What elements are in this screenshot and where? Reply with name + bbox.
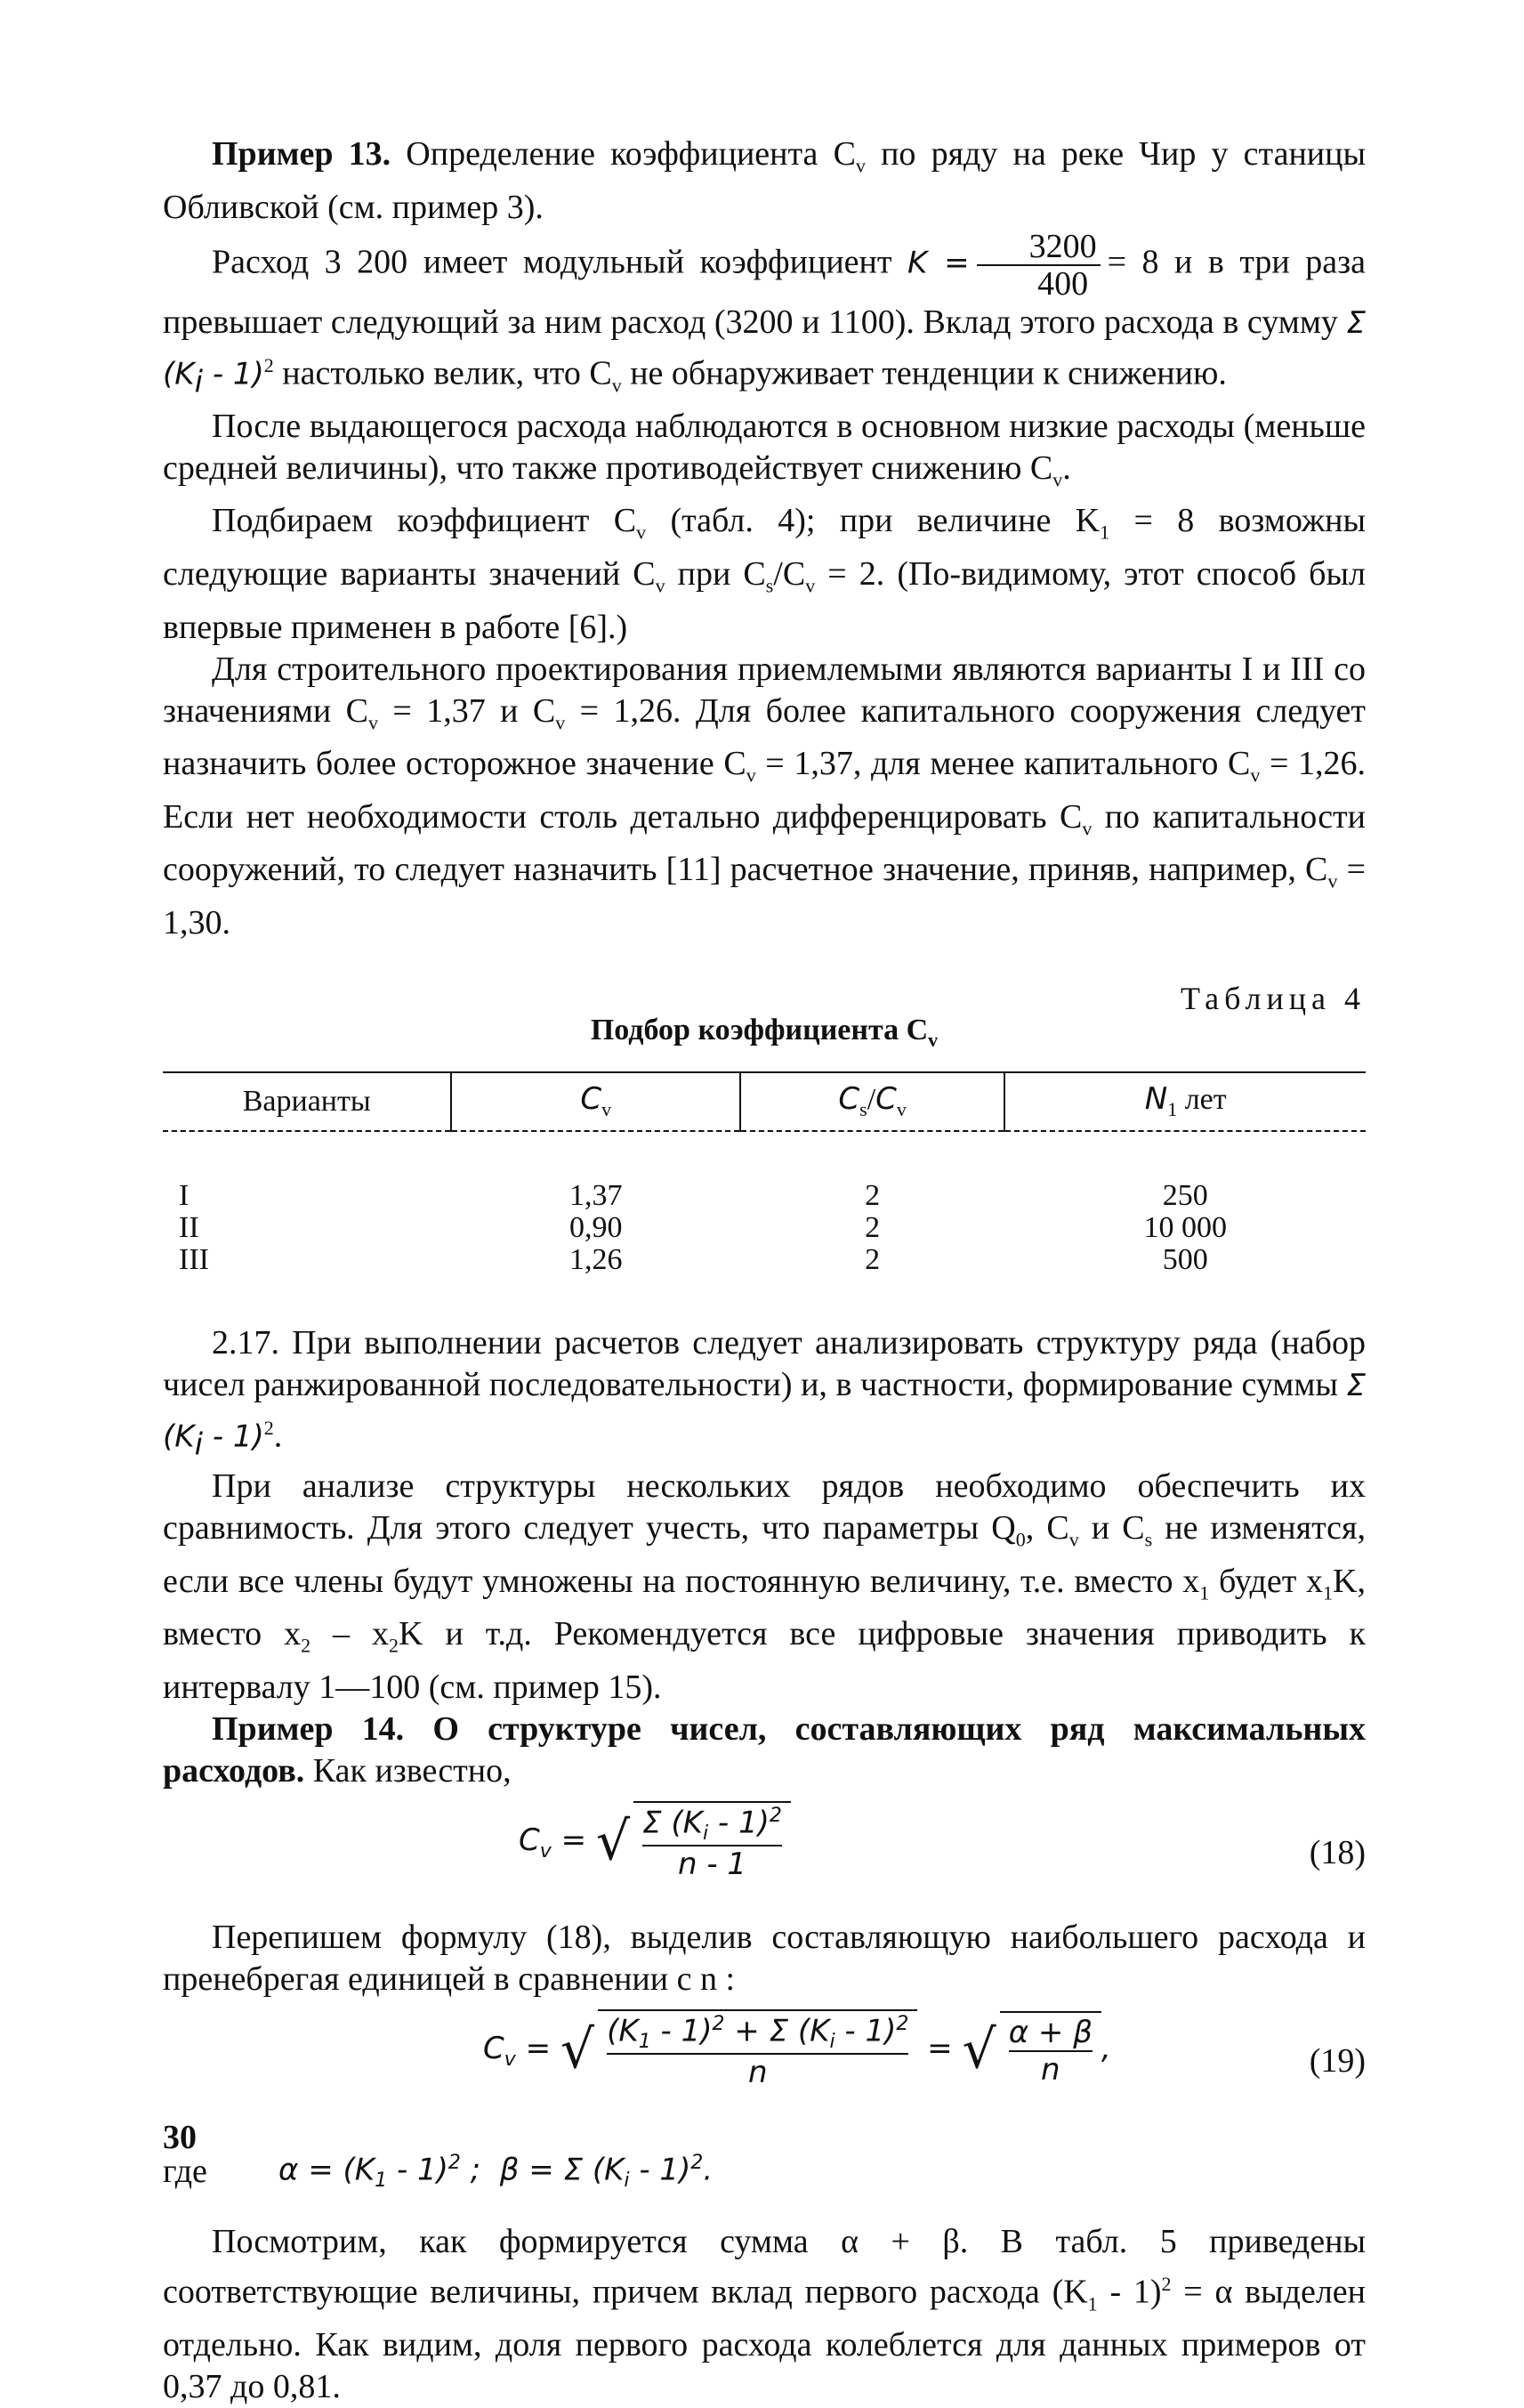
formula-number: (19) bbox=[1309, 2041, 1366, 2080]
paragraph-discharge: Расход 3 200 имеет модульный коэффициент K = $\frac{3200}{400}$ = 8 и в три раза превышает следующий за ним расход (3200 и 1100). Вклад этого расхода в сумму Σ $(K_i - 1)^2$ настолько велик, что $C_v$ не обнаруживает тенденции к снижению. bbox=[163, 227, 1367, 400]
page-content bbox=[163, 133, 1366, 2408]
paragraph-low-discharges: После выдающегося расхода наблюдаются в основном низкие расходы (меньше средней величины), что также противодействует снижению $C_v$. bbox=[163, 407, 1366, 491]
sqrt-sign: √ bbox=[595, 1810, 631, 1873]
table-row: I 1,37 2 250 bbox=[179, 1178, 1208, 1212]
table-header-row bbox=[163, 1072, 1366, 1131]
formula-18: $C_v$ = √ $\frac{\Sigma (K_i - 1)^2}{n - 1}$ (18) bbox=[163, 1801, 1366, 1908]
table-caption: Таблица 4 bbox=[1181, 981, 1366, 1016]
col-variants: Варианты bbox=[163, 1072, 451, 1131]
paragraph-rewrite: Перепишем формулу (18), выделив составляющую наибольшего расхода и пренебрегая единицей в сравнении с n : bbox=[163, 1918, 1366, 1998]
paragraph-example-14: Пример 14. О структуре чисел, составляющих ряд максимальных расходов. Как известно, bbox=[163, 1709, 1366, 1790]
paragraph-selection: Подбираем коэффициент $C_v$ (табл. 4); при величине $K_1 = 8$ возможны следующие варианты значений $C_v$ при $C_s/C_v = 2$. (По-видимому, этот способ был впервые применен в работе [6].) bbox=[163, 502, 1366, 646]
sqrt-sign: √ bbox=[560, 2018, 595, 2081]
formula-19: $C_v$ = √ $\frac{(K_1 - 1)^2 + \Sigma (K_i - 1)^2}{n}$ = √ $\frac{\alpha + \beta}{n}$ , (19) bbox=[163, 2009, 1366, 2116]
col-cs-cv: $C_s/C_v$ bbox=[740, 1072, 1004, 1131]
where-definitions: где $\alpha = (K_1 - 1)^2$ ; β = Σ $(K_i - 1)^2$. bbox=[163, 2151, 714, 2192]
col-cv: $C_v$ bbox=[451, 1072, 739, 1131]
page-number: 30 bbox=[163, 2119, 197, 2156]
paragraph-comparability: При анализе структуры нескольких рядов необходимо обеспечить их сравнимость. Для этого следует учесть, что параметры $Q_0$, $C_v$ и $C_s$ не изменятся, если все члены будут умножены на постоянную величину, т.е. вместо $x_1$ будет $x_1K$, вместо $x_2 - x_2K$ и т.д. Рекомендуется все цифровые значения приводить к интервалу 1—100 (см. пример 15). bbox=[163, 1467, 1366, 1706]
sqrt-sign: √ bbox=[962, 2018, 996, 2081]
paragraph-design: Для строительного проектирования приемлемыми являются варианты I и III со значениями $C_v = 1,37$ и $C_v = 1,26$. Для более капитального сооружения следует назначить более осторожное значение $C_v = 1,37$, для менее капитального $C_v = 1,26$. Если нет необходимости столь детально дифференцировать $C_v$ по капитальности сооружений, то следует назначить [11] расчетное значение, приняв, например, $C_v = 1,30$. bbox=[163, 650, 1367, 941]
paragraph-example-13: Пример 13. Определение коэффициента $C_v$ по ряду на реке Чир у станицы Обливской (см. пример 3). bbox=[163, 135, 1366, 226]
table-row: III 1,26 2 500 bbox=[179, 1242, 1208, 1276]
table-4 bbox=[163, 1071, 1366, 1276]
col-n1: $N_1$ лет bbox=[1004, 1072, 1366, 1131]
table-title: Подбор коэффициента $C_v$ bbox=[590, 1014, 939, 1051]
paragraph-2-17: 2.17. При выполнении расчетов следует анализировать структуру ряда (набор чисел ранжированной последовательности) и, в частности, формирование суммы Σ $(K_i - 1)^2$. bbox=[163, 1323, 1366, 1463]
example-label: Пример 13. bbox=[212, 135, 391, 173]
table-row: II 0,90 2 10 000 bbox=[179, 1210, 1227, 1244]
paragraph-sum-formation: Посмотрим, как формируется сумма α + β. В табл. 5 приведены соответствующие величины, причем вклад первого расхода $(K_1 - 1)^2 = \alpha$ выделен отдельно. Как видим, доля первого расхода колеблется для данных примеров от 0,37 до 0,81. bbox=[163, 2222, 1366, 2406]
formula-number: (18) bbox=[1309, 1833, 1366, 1871]
fraction: $\frac{3200}{400}$ bbox=[977, 229, 1101, 302]
example-label: Пример 14. bbox=[212, 1709, 405, 1748]
